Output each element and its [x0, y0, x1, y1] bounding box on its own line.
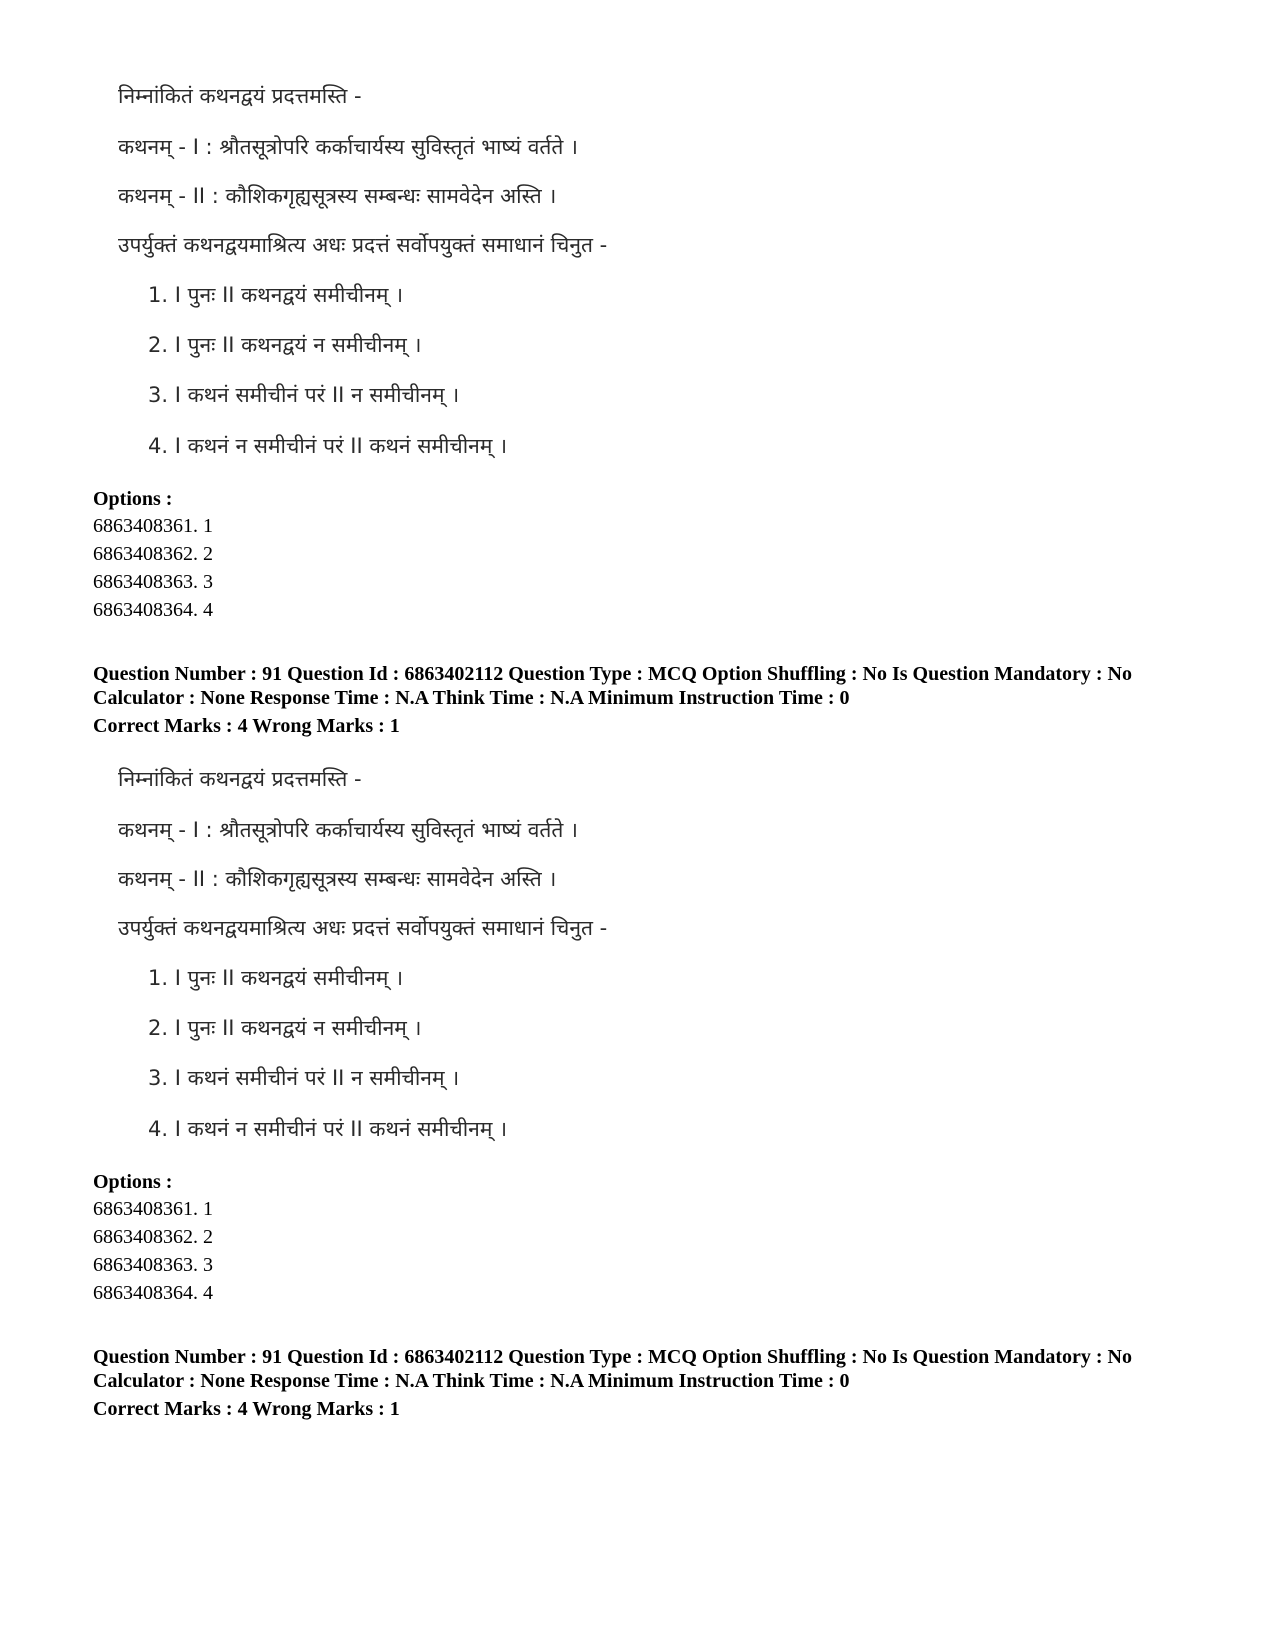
choice-item: 3. I कथनं समीचीनं परं II न समीचीनम् । [148, 1066, 460, 1090]
marks-meta: Correct Marks : 4 Wrong Marks : 1 [93, 1398, 400, 1420]
statement-two: कथनम् - II : कौशिकगृह्यसूत्रस्य सम्बन्धः सामवेदेन अस्ति । [118, 184, 557, 208]
statement-instruction: उपर्युक्तं कथनद्वयमाश्रित्य अधः प्रदत्तं सर्वोपयुक्तं समाधानं चिनुत - [118, 233, 608, 257]
statement-one: कथनम् - I : श्रौतसूत्रोपरि कर्काचार्यस्य सुविस्तृतं भाष्यं वर्तते । [118, 135, 578, 159]
option-item: 6863408364. 4 [93, 599, 213, 621]
option-item: 6863408361. 1 [93, 515, 213, 537]
choice-item: 4. I कथनं न समीचीनं परं II कथनं समीचीनम् । [148, 1117, 508, 1141]
choice-item: 3. I कथनं समीचीनं परं II न समीचीनम् । [148, 383, 460, 407]
option-item: 6863408361. 1 [93, 1198, 213, 1220]
statement-intro: निम्नांकितं कथनद्वयं प्रदत्तमस्ति - [118, 767, 362, 791]
options-heading: Options : [93, 488, 173, 510]
choice-item: 1. I पुनः II कथनद्वयं समीचीनम् । [148, 283, 404, 307]
marks-meta: Correct Marks : 4 Wrong Marks : 1 [93, 715, 400, 737]
choice-item: 1. I पुनः II कथनद्वयं समीचीनम् । [148, 966, 404, 990]
statement-instruction: उपर्युक्तं कथनद्वयमाश्रित्य अधः प्रदत्तं सर्वोपयुक्तं समाधानं चिनुत - [118, 916, 608, 940]
option-item: 6863408362. 2 [93, 1226, 213, 1248]
choice-item: 2. I पुनः II कथनद्वयं न समीचीनम् । [148, 1016, 422, 1040]
option-item: 6863408362. 2 [93, 543, 213, 565]
choice-item: 4. I कथनं न समीचीनं परं II कथनं समीचीनम् । [148, 434, 508, 458]
question-meta: Question Number : 91 Question Id : 6863402112 Question Type : MCQ Option Shuffling : No Is Question Mandatory : No Calculator : None Response Time : N.A Think Time : N.A Minimum Instruction Time : 0 [93, 663, 1132, 709]
option-item: 6863408363. 3 [93, 1254, 213, 1276]
statement-two: कथनम् - II : कौशिकगृह्यसूत्रस्य सम्बन्धः सामवेदेन अस्ति । [118, 867, 557, 891]
choice-item: 2. I पुनः II कथनद्वयं न समीचीनम् । [148, 333, 422, 357]
option-item: 6863408364. 4 [93, 1282, 213, 1304]
options-heading: Options : [93, 1171, 173, 1193]
option-item: 6863408363. 3 [93, 571, 213, 593]
statement-one: कथनम् - I : श्रौतसूत्रोपरि कर्काचार्यस्य सुविस्तृतं भाष्यं वर्तते । [118, 818, 578, 842]
question-meta: Question Number : 91 Question Id : 6863402112 Question Type : MCQ Option Shuffling : No Is Question Mandatory : No Calculator : None Response Time : N.A Think Time : N.A Minimum Instruction Time : 0 [93, 1346, 1132, 1392]
statement-intro: निम्नांकितं कथनद्वयं प्रदत्तमस्ति - [118, 84, 362, 108]
